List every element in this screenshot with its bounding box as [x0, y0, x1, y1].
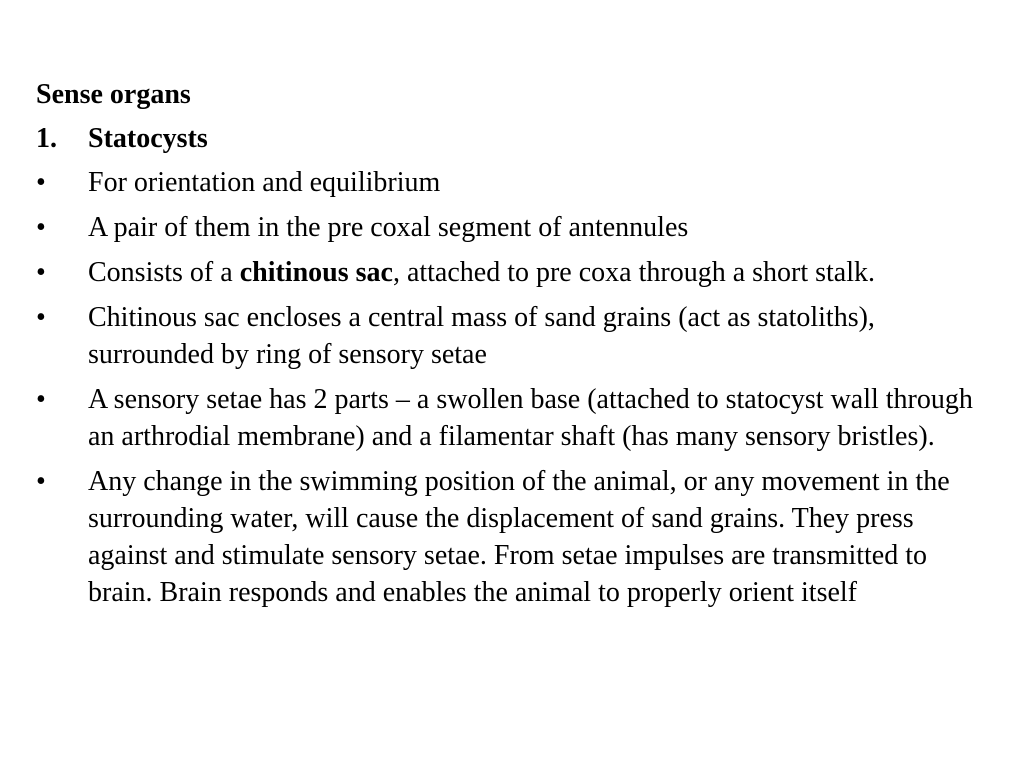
- bullet-text-emphasis: chitinous sac: [239, 257, 393, 288]
- bullet-text: A sensory setae has 2 parts – a swollen base (attached to statocyst wall through an arthrodial membrane) and a filamentar shaft (has many sensory bristles).: [88, 384, 973, 452]
- bullet-marker: •: [36, 302, 46, 333]
- bullet-marker: •: [36, 212, 46, 243]
- bullet-text: [88, 254, 996, 291]
- bullet-item: [36, 381, 996, 455]
- bullet-item: [36, 209, 996, 246]
- bullet-item: [36, 164, 996, 201]
- bullet-list: [36, 164, 996, 611]
- section-title: [36, 120, 996, 158]
- bullet-item: [36, 463, 996, 611]
- bullet-text: Chitinous sac encloses a central mass of sand grains (act as statoliths), surrounded by ring of sensory setae: [88, 302, 875, 370]
- bullet-text: Any change in the swimming position of the animal, or any movement in the surrounding water, will cause the displacement of sand grains. They press against and stimulate sensory setae. From setae impulses are transmitted to brain. Brain responds and enables the animal to properly orient itself: [88, 466, 950, 608]
- slide-content: [36, 76, 996, 619]
- slide-heading: Sense organs: [36, 79, 191, 110]
- bullet-item: [36, 299, 996, 373]
- bullet-item: [36, 254, 996, 291]
- bullet-text-before: Consists of a: [88, 257, 240, 288]
- bullet-marker: •: [36, 257, 46, 288]
- bullet-text: For orientation and equilibrium: [88, 167, 441, 198]
- bullet-text-after: , attached to pre coxa through a short stalk.: [392, 257, 876, 288]
- bullet-marker: •: [36, 167, 46, 198]
- section-number: 1.: [36, 123, 57, 154]
- bullet-marker: •: [36, 466, 46, 497]
- section-title-text: Statocysts: [88, 123, 208, 154]
- bullet-marker: •: [36, 384, 46, 415]
- bullet-text: A pair of them in the pre coxal segment of antennules: [88, 212, 689, 243]
